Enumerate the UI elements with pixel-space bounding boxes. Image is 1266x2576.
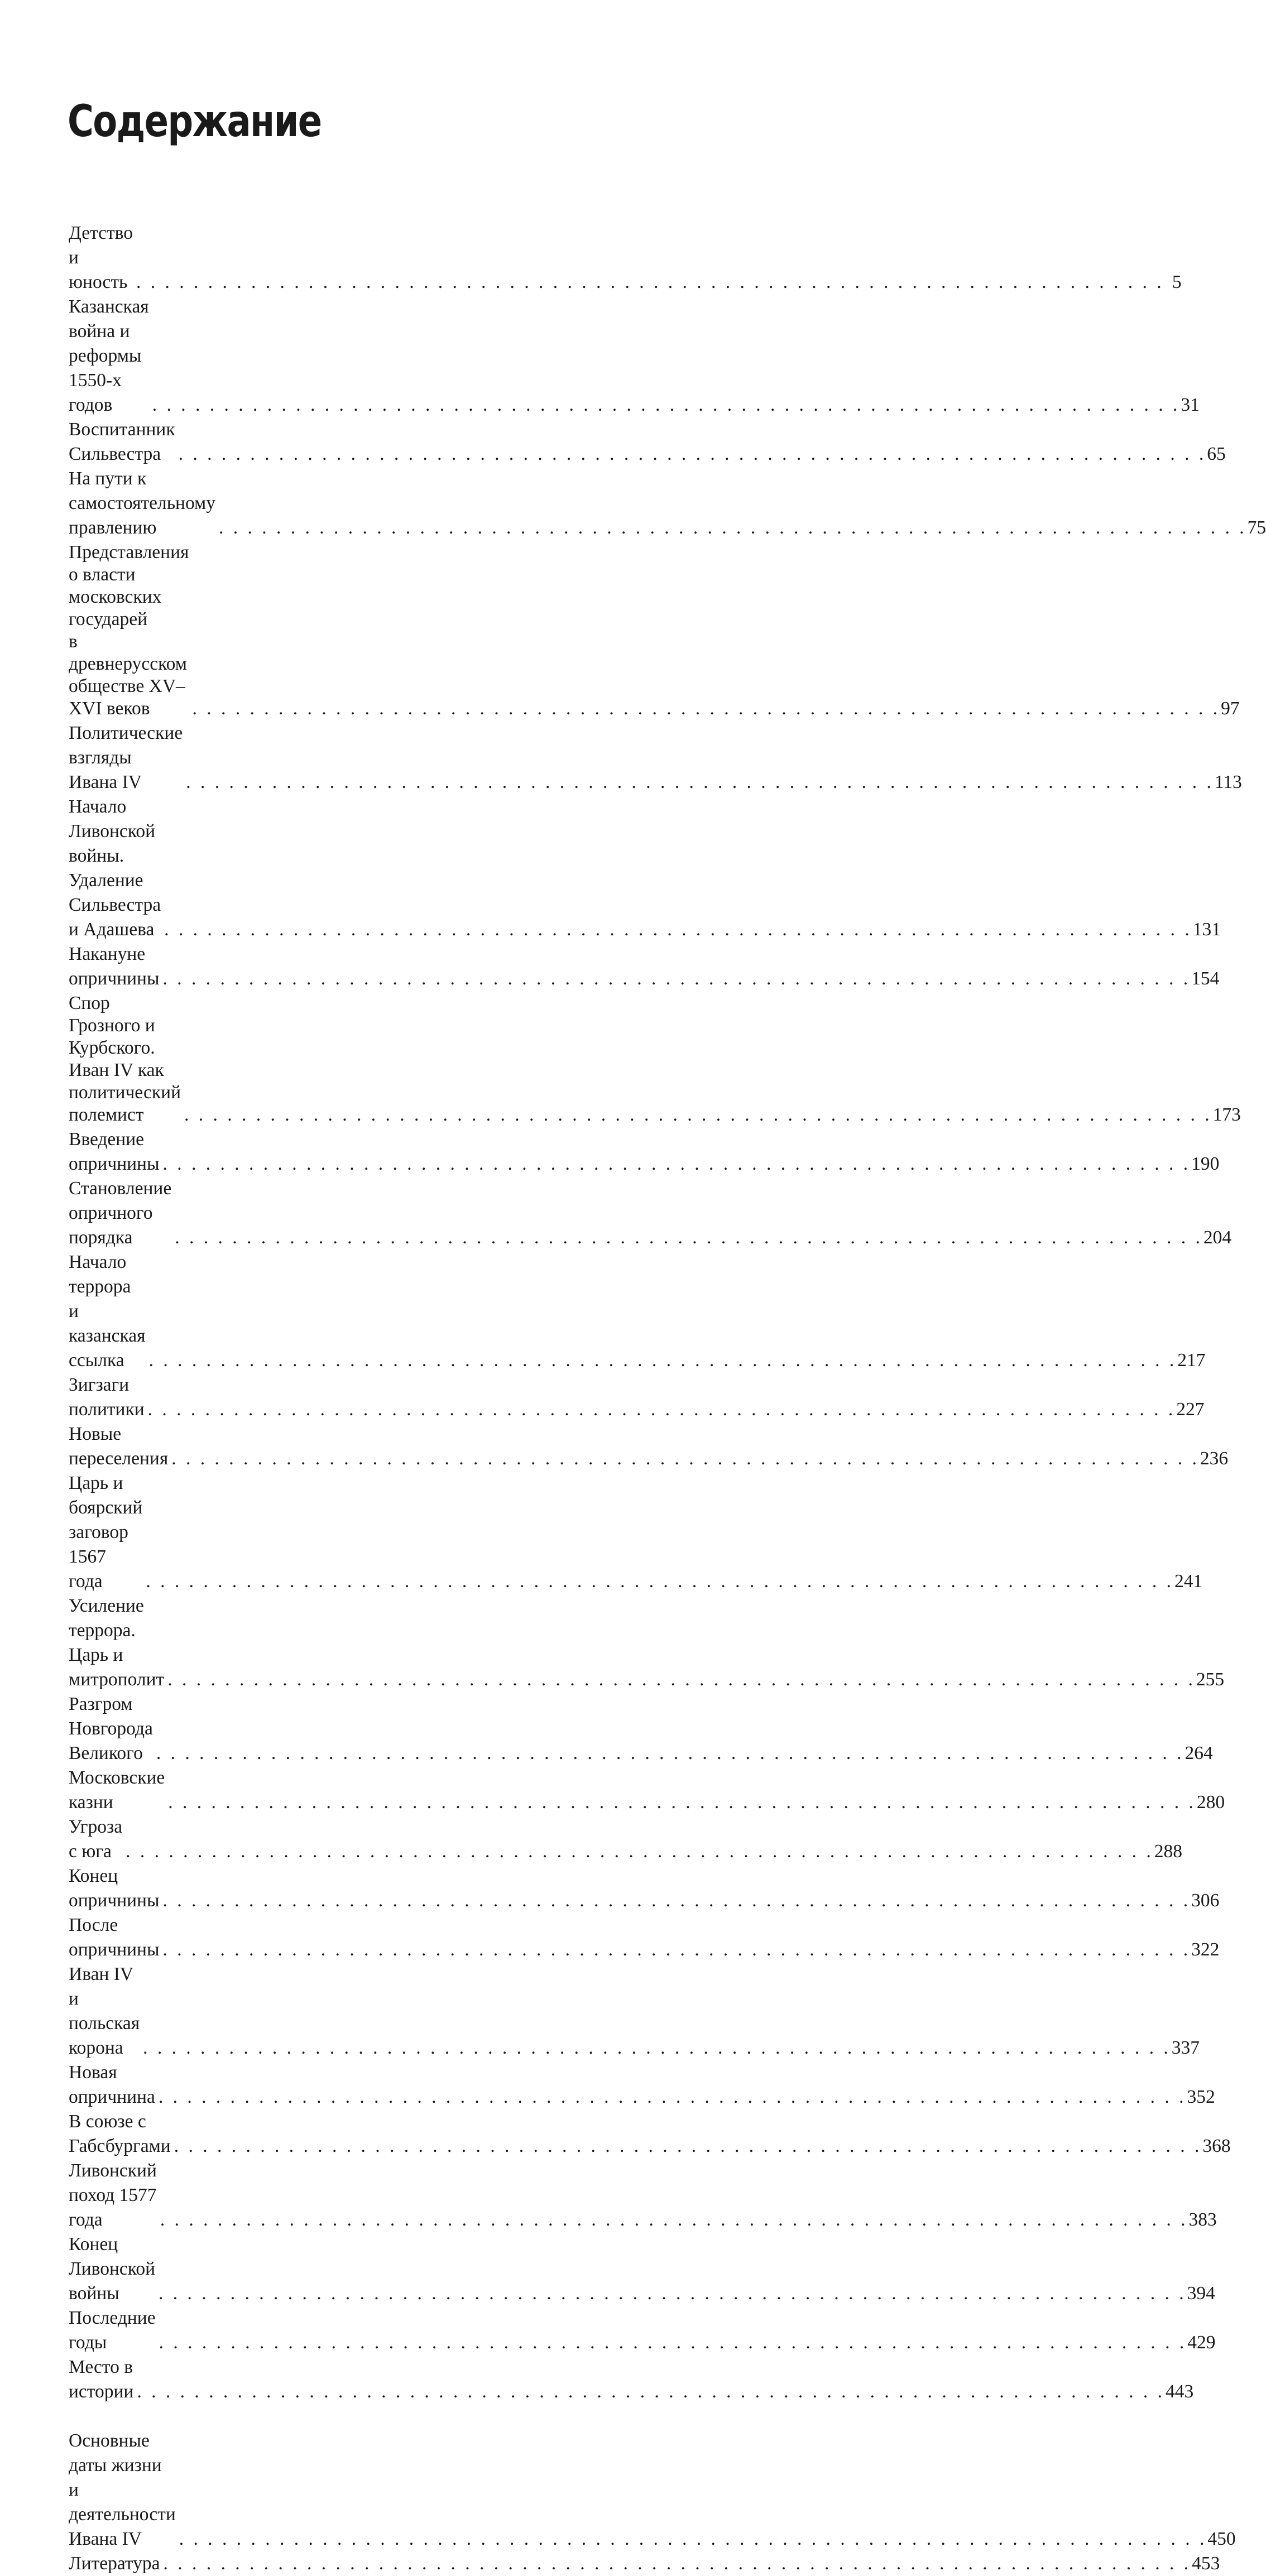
toc-entry-page-number: 154 bbox=[1191, 968, 1220, 989]
toc-entry[interactable] bbox=[69, 417, 1226, 467]
toc-entry-title: Угроза с юга bbox=[69, 1816, 123, 1862]
dot-leader bbox=[156, 1741, 1182, 1766]
toc-entry-title: Конец Ливонской войны bbox=[69, 2234, 156, 2304]
dot-leader bbox=[179, 2527, 1205, 2551]
toc-entry-page-number: 352 bbox=[1187, 2087, 1215, 2107]
toc-entry-title: Усиление террора. Царь и митрополит bbox=[69, 1595, 165, 1690]
toc-entry[interactable] bbox=[69, 1692, 1213, 1766]
toc-entry-title: Конец опричнины bbox=[69, 1866, 160, 1911]
dot-leader bbox=[179, 442, 1204, 467]
toc-entry-page-number: 450 bbox=[1207, 2529, 1236, 2549]
toc-entry[interactable] bbox=[69, 1250, 1206, 1373]
toc-entry-page-number: 75 bbox=[1247, 517, 1266, 538]
dot-leader bbox=[162, 967, 1188, 991]
toc-entry-title: Ливонский поход 1577 года bbox=[69, 2160, 157, 2230]
toc-entry-page-number: 306 bbox=[1191, 1890, 1220, 1911]
toc-entry[interactable] bbox=[69, 721, 1242, 795]
toc-entry-title: Начало Ливонской войны. Удаление Сильвестра и Адашева bbox=[69, 796, 161, 940]
toc-entry-page-number: 322 bbox=[1191, 1939, 1220, 1960]
toc-entry-title: Новая опричнина bbox=[69, 2062, 155, 2107]
toc-entry-page-number: 173 bbox=[1212, 1104, 1241, 1125]
toc-entry-title: Детство и юность bbox=[69, 223, 133, 292]
toc-entry[interactable] bbox=[69, 1913, 1220, 1962]
toc-entry-page-number: 453 bbox=[1192, 2553, 1220, 2574]
toc-entry-title: Становление опричного порядка bbox=[69, 1178, 172, 1248]
toc-entry-title: После опричнины bbox=[69, 1915, 160, 1960]
toc-entry[interactable] bbox=[69, 1176, 1232, 1250]
toc-entry-title: Введение опричнины bbox=[69, 1129, 160, 1174]
dot-leader bbox=[159, 2281, 1184, 2306]
toc-entry-title: Новые переселения bbox=[69, 1424, 169, 1469]
dot-leader bbox=[184, 1104, 1210, 1126]
toc-entry-title: Основные даты жизни и деятельности Ивана IV bbox=[69, 2430, 176, 2549]
dot-leader bbox=[136, 270, 1162, 295]
dot-leader bbox=[159, 2330, 1185, 2355]
toc-entry-title: Иван IV и польская корона bbox=[69, 1964, 140, 2058]
dot-leader bbox=[163, 2551, 1188, 2576]
toc-entry-page-number: 383 bbox=[1188, 2209, 1217, 2230]
dot-leader bbox=[152, 393, 1178, 417]
toc-entry-title: В союзе с Габсбургами bbox=[69, 2111, 171, 2156]
dot-leader bbox=[171, 1446, 1197, 1471]
toc-entry-title: Казанская война и реформы 1550-х годов bbox=[69, 296, 149, 415]
toc-entry-page-number: 241 bbox=[1174, 1571, 1203, 1592]
dot-leader bbox=[148, 1397, 1173, 1422]
dot-leader bbox=[186, 770, 1211, 795]
toc-entry-title: Литература bbox=[69, 2553, 160, 2574]
dot-leader bbox=[167, 1667, 1193, 1692]
toc-entry[interactable] bbox=[69, 2109, 1231, 2159]
page-title: Содержание bbox=[68, 97, 322, 147]
toc-entry[interactable] bbox=[69, 2159, 1217, 2232]
toc-entry-title: Место в истории bbox=[69, 2357, 134, 2402]
dot-leader bbox=[168, 1790, 1193, 1815]
dot-leader bbox=[159, 2085, 1184, 2109]
toc-entry[interactable] bbox=[69, 1471, 1203, 1594]
toc-entry-title: Политические взгляды Ивана IV bbox=[69, 723, 183, 792]
toc-entry-title: Разгром Новгорода Великого bbox=[69, 1694, 153, 1763]
dot-leader bbox=[175, 1225, 1200, 1250]
toc-entry[interactable] bbox=[69, 2306, 1216, 2355]
dot-leader bbox=[126, 1839, 1151, 1864]
toc-entry[interactable] bbox=[69, 541, 1240, 720]
dot-leader bbox=[163, 1938, 1188, 1962]
toc-entry[interactable] bbox=[69, 467, 1266, 540]
toc-entry-title: На пути к самостоятельному правлению bbox=[69, 468, 216, 538]
toc-entry-page-number: 236 bbox=[1200, 1448, 1229, 1469]
toc-entry[interactable] bbox=[69, 795, 1221, 942]
toc-entry[interactable] bbox=[69, 1864, 1220, 1913]
dot-leader bbox=[143, 2036, 1168, 2060]
toc-entry-title: Московские казни bbox=[69, 1767, 165, 1813]
dot-leader bbox=[160, 2208, 1186, 2232]
toc-entry[interactable] bbox=[69, 1594, 1225, 1692]
dot-leader bbox=[192, 698, 1217, 720]
toc-entry-page-number: 227 bbox=[1176, 1399, 1205, 1420]
table-of-contents bbox=[69, 221, 1266, 2576]
toc-entry-page-number: 443 bbox=[1165, 2381, 1194, 2402]
toc-entry-page-number: 217 bbox=[1177, 1350, 1206, 1371]
toc-main-group bbox=[69, 221, 1266, 2404]
toc-entry[interactable] bbox=[69, 1422, 1229, 1471]
dot-leader bbox=[137, 2380, 1162, 2404]
toc-entry[interactable] bbox=[69, 295, 1200, 417]
toc-entry-page-number: 368 bbox=[1202, 2136, 1231, 2156]
dot-leader bbox=[219, 516, 1244, 540]
dot-leader bbox=[146, 1569, 1171, 1594]
dot-leader bbox=[174, 2134, 1200, 2159]
toc-entry[interactable] bbox=[69, 1962, 1200, 2060]
toc-entry[interactable] bbox=[69, 1766, 1225, 1815]
toc-entry-page-number: 337 bbox=[1171, 2037, 1200, 2058]
toc-entry[interactable] bbox=[69, 221, 1182, 295]
toc-appendix-group bbox=[69, 2429, 1236, 2576]
toc-entry-page-number: 280 bbox=[1196, 1792, 1225, 1813]
toc-entry-title: Воспитанник Сильвестра bbox=[69, 419, 175, 464]
toc-entry-title: Зигзаги политики bbox=[69, 1374, 145, 1420]
toc-entry[interactable] bbox=[69, 2429, 1236, 2551]
toc-entry-page-number: 97 bbox=[1221, 698, 1240, 719]
toc-entry-page-number: 264 bbox=[1185, 1743, 1213, 1763]
toc-entry-page-number: 190 bbox=[1191, 1154, 1220, 1174]
toc-entry-page-number: 288 bbox=[1154, 1841, 1182, 1862]
toc-entry-page-number: 429 bbox=[1187, 2332, 1216, 2353]
toc-entry-title: Царь и боярский заговор 1567 года bbox=[69, 1473, 143, 1592]
toc-entry[interactable] bbox=[69, 1127, 1220, 1176]
toc-entry[interactable] bbox=[69, 942, 1220, 991]
toc-entry[interactable] bbox=[69, 2355, 1194, 2404]
toc-entry-page-number: 255 bbox=[1196, 1669, 1225, 1690]
toc-entry-page-number: 394 bbox=[1187, 2283, 1215, 2304]
toc-entry-page-number: 31 bbox=[1181, 395, 1200, 415]
toc-entry[interactable] bbox=[69, 2060, 1215, 2109]
toc-entry-title: Спор Грозного и Курбского. Иван IV как политический полемист bbox=[69, 993, 181, 1125]
toc-entry[interactable] bbox=[69, 1815, 1182, 1864]
toc-entry[interactable] bbox=[69, 1373, 1205, 1422]
toc-entry-title: Накануне опричнины bbox=[69, 944, 160, 989]
toc-entry-page-number: 131 bbox=[1192, 919, 1221, 940]
dot-leader bbox=[149, 1348, 1174, 1373]
dot-leader bbox=[163, 1152, 1188, 1176]
toc-entry-page-number: 5 bbox=[1172, 272, 1182, 292]
toc-entry[interactable] bbox=[69, 2232, 1215, 2306]
toc-entry[interactable] bbox=[69, 2551, 1220, 2576]
toc-entry-page-number: 204 bbox=[1203, 1227, 1232, 1248]
toc-entry-page-number: 65 bbox=[1207, 444, 1226, 464]
toc-entry-title: Представления о власти московских государей в древнерусском обществе XV–XVI веков bbox=[69, 542, 189, 719]
toc-entry-title: Последние годы bbox=[69, 2308, 156, 2353]
toc-entry-page-number: 113 bbox=[1214, 772, 1242, 792]
toc-entry[interactable] bbox=[69, 992, 1241, 1126]
dot-leader bbox=[163, 1888, 1188, 1913]
toc-entry-title: Начало террора и казанская ссылка bbox=[69, 1252, 146, 1371]
dot-leader bbox=[164, 917, 1190, 942]
